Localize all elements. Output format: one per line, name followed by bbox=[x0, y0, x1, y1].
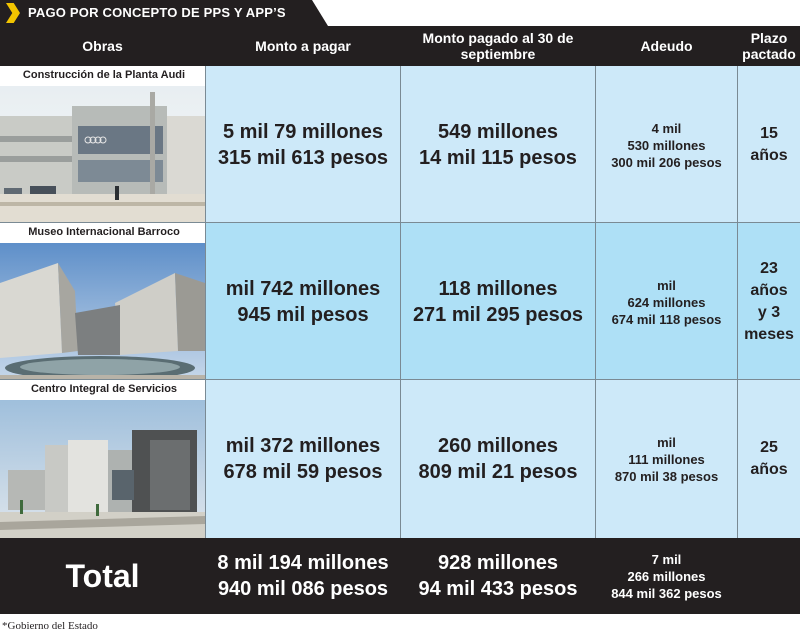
obra-name: Museo Internacional Barroco bbox=[0, 223, 205, 243]
row-divider bbox=[0, 222, 800, 223]
plazo-cell: 25 años bbox=[738, 380, 800, 538]
column-divider bbox=[205, 66, 206, 538]
source-footnote: *Gobierno del Estado bbox=[2, 620, 98, 632]
adeudo-cell: mil 111 millones 870 mil 38 pesos bbox=[596, 380, 737, 538]
obra-cell bbox=[0, 66, 205, 224]
pagado-cell: 118 millones 271 mil 295 pesos bbox=[401, 223, 595, 381]
total-pagado: 928 millones 94 mil 433 pesos bbox=[418, 552, 578, 600]
header-adeudo: Adeudo bbox=[640, 38, 693, 54]
pagado-cell: 260 millones 809 mil 21 pesos bbox=[401, 380, 595, 538]
service-center-photo bbox=[0, 400, 205, 538]
column-divider bbox=[595, 66, 596, 538]
header-monto: Monto a pagar bbox=[255, 38, 351, 54]
obra-cell bbox=[0, 223, 205, 381]
pagado-cell: 549 millones 14 mil 115 pesos bbox=[401, 66, 595, 224]
monto-cell: 5 mil 79 millones 315 mil 613 pesos bbox=[206, 66, 400, 224]
total-adeudo: 7 mil 266 millones 844 mil 362 pesos bbox=[611, 551, 722, 601]
museum-photo bbox=[0, 243, 205, 381]
adeudo-cell: 4 mil 530 millones 300 mil 206 pesos bbox=[596, 66, 737, 224]
header-obras: Obras bbox=[82, 38, 123, 54]
row-divider bbox=[0, 379, 800, 380]
header-pagado: Monto pagado al 30 de septiembre bbox=[422, 30, 574, 62]
table-header bbox=[0, 26, 800, 66]
title-banner bbox=[0, 0, 800, 26]
adeudo-cell: mil 624 millones 674 mil 118 pesos bbox=[596, 223, 737, 381]
column-divider bbox=[400, 66, 401, 538]
banner-title: PAGO POR CONCEPTO DE PPS Y APP’S bbox=[28, 5, 286, 20]
total-label: Total bbox=[65, 557, 140, 594]
plazo-cell: 15 años bbox=[738, 66, 800, 224]
audi-plant-photo bbox=[0, 86, 205, 224]
column-divider bbox=[737, 66, 738, 538]
obra-name: Centro Integral de Servicios bbox=[0, 380, 205, 400]
total-monto: 8 mil 194 millones 940 mil 086 pesos bbox=[217, 552, 389, 600]
plazo-cell: 23 años y 3 meses bbox=[738, 223, 800, 381]
obra-name: Construcción de la Planta Audi bbox=[0, 66, 205, 86]
header-plazo: Plazo pactado bbox=[742, 30, 796, 62]
monto-cell: mil 372 millones 678 mil 59 pesos bbox=[206, 380, 400, 538]
obra-cell bbox=[0, 380, 205, 538]
monto-cell: mil 742 millones 945 mil pesos bbox=[206, 223, 400, 381]
total-row bbox=[0, 538, 800, 614]
